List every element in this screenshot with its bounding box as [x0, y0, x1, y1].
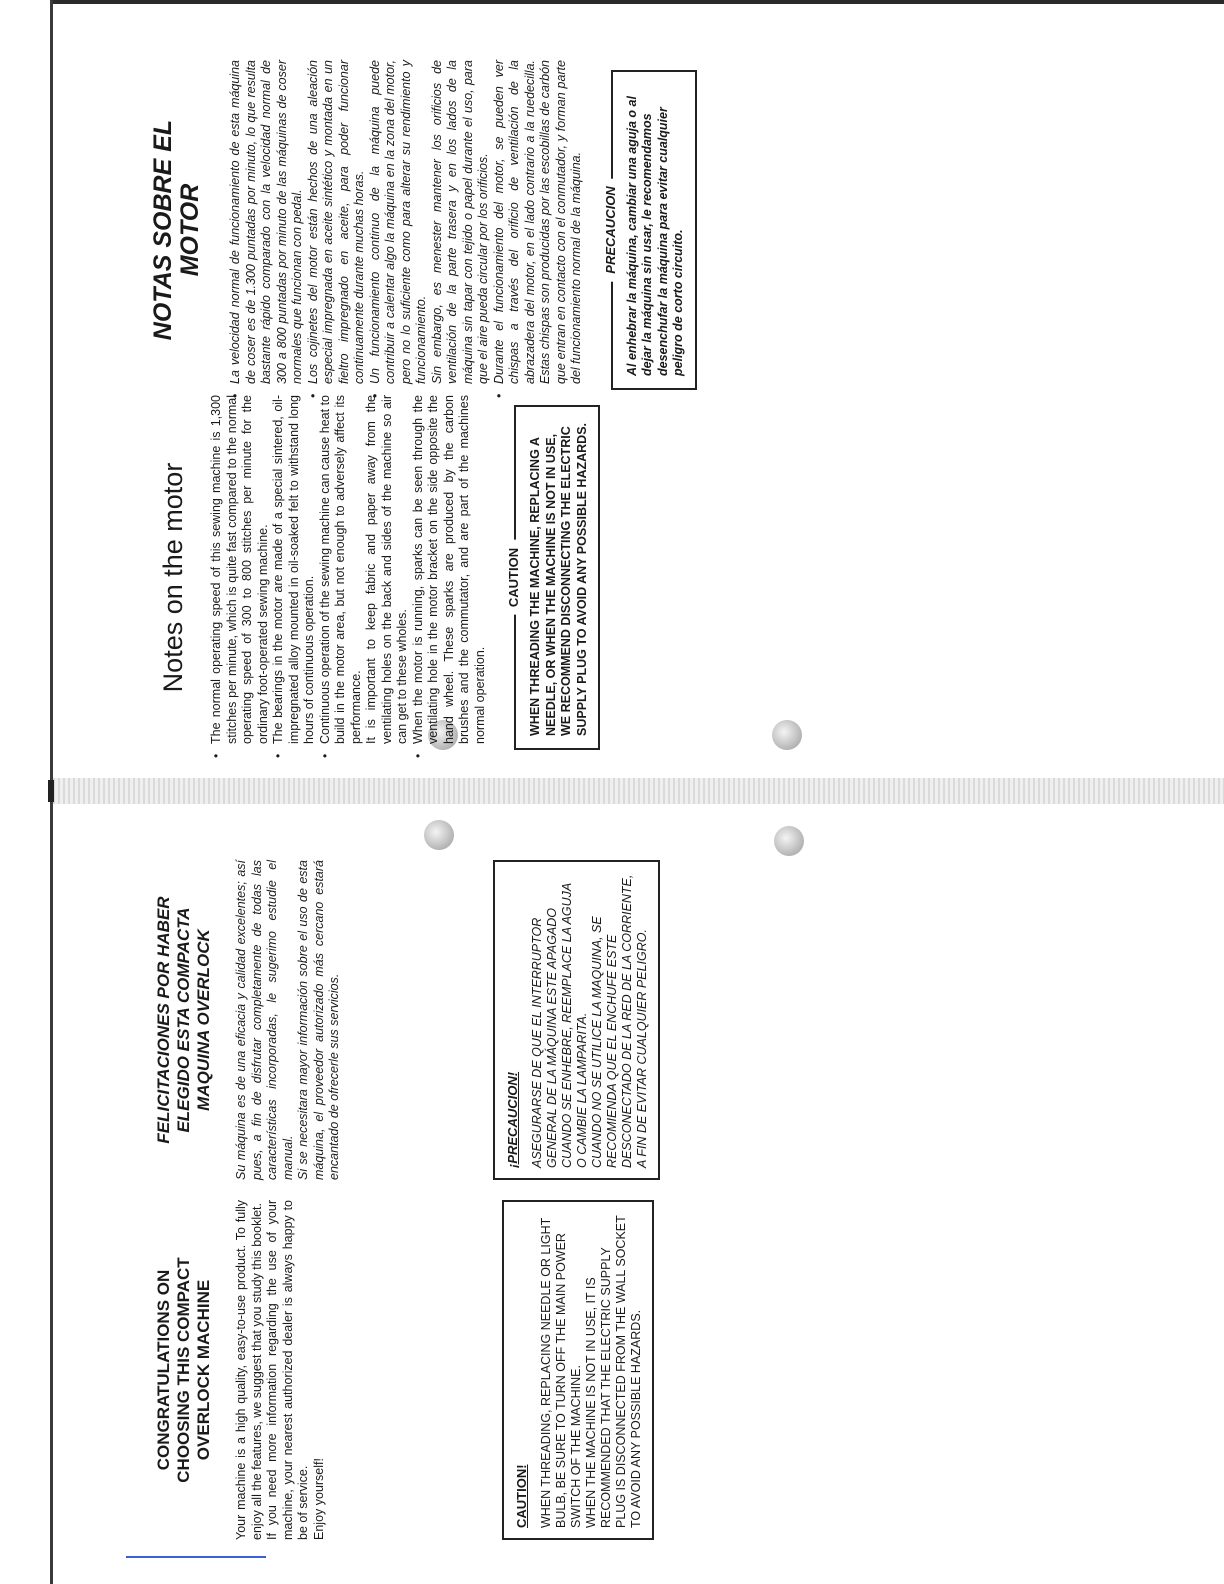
page-top-border — [50, 0, 1224, 4]
motor-caution-box-es — [602, 70, 697, 390]
congratulations-title-es — [154, 860, 214, 1180]
list-item: • The normal operating speed of this sewing machine is 1,300 stitches per minute, which is quite fast compared to the normal operating speed of 300 to 800 stitches per minute for the ordinary foot-operated sewing machine. — [209, 395, 271, 760]
congratulations-caution-text-1-es: ASEGURARSE DE QUE EL INTERRUPTOR GENERAL DE LA MÁQUINA ESTE APAGADO CUANDO SE ENHEBRE, REEMPLACE LA AGUJA O CAMBIE LA LAMPARITA. — [529, 883, 589, 1168]
congratulations-title-es-line1: FELICITACIONES POR HABER — [154, 896, 173, 1144]
congratulations-panel — [150, 840, 810, 1540]
motor-caution-title: CAUTION — [506, 540, 522, 615]
congratulations-title-es-line3: MAQUINA OVERLOCK — [194, 929, 213, 1111]
congratulations-caution-box — [502, 1200, 654, 1540]
congratulations-para-1: Your machine is a high quality, easy-to-use product. To fully enjoy all the features, we suggest that you study this booklet. — [234, 1200, 264, 1540]
list-item: • Durante el funcionamiento del motor, se pueden ver chispas a través del orificio de ventilación de la abrazadera del motor, en el lado contrario a la ruedecilla. Estas chispas son producidas por las escobillas de carbón que entran en contacto con el conmutador, y forman parte del funcionamiento normal de la máquina. — [492, 60, 585, 400]
motor-caution-box — [506, 405, 600, 750]
motor-caution-title-es: PRECAUCION — [603, 178, 619, 281]
motor-notes-spanish — [150, 60, 697, 400]
congratulations-title-line1: CONGRATULATIONS ON — [154, 1269, 173, 1471]
motor-notes-continuation: It is important to keep fabric and paper away from the ventilating holes on the back and sides of the machine so air can get to these wholes. — [364, 395, 409, 744]
congratulations-para-1-es: Su máquina es de una eficacia y calidad excelentes; así pues, a fin de disfrutar completamente de todas las características incorporadas, le sugerimo estudie el manual. — [234, 860, 295, 1180]
motor-notes-list-es — [228, 60, 430, 400]
motor-caution-text: WHEN THREADING THE MACHINE, REPLACING A NEEDLE, OR WHEN THE MACHINE IS NOT IN USE, WE RECOMMEND DISCONNECTING THE ELECTRIC SUPPLY PLUG TO AVOID ANY POSSIBLE HAZARDS. — [528, 422, 589, 736]
list-item: • Continuous operation of the sewing machine can cause heat to build in the motor area, but not enough to adversely affect its performance. — [318, 395, 365, 760]
list-item: • When the motor is running, sparks can be seen through the ventilating hole in the motor bracket on the side opposite the hand wheel. These sparks are produced by the carbon brushes and the commutator, and are part of the machines normal operation. — [411, 395, 489, 760]
motor-notes-list-2 — [411, 395, 489, 760]
blue-underline-mark — [126, 1556, 266, 1558]
motor-notes-title: Notes on the motor — [158, 462, 188, 693]
congratulations-caution-text-2: WHEN THE MACHINE IS NOT IN USE, IT IS RECOMMENDED THAT THE ELECTRIC SUPPLY PLUG IS DISCONNECTED FROM THE WALL SOCKET TO AVOID ANY POSSIBLE HAZARDS. — [584, 1215, 643, 1528]
list-item: • La velocidad normal de funcionamiento de esta máquina de coser es de 1.300 puntadas por minuto, lo que resulta bastante rápido comparado con la velocidad normal de 300 a 800 puntadas por minuto de las máquinas de coser normales que funcionan con pedal. — [228, 60, 306, 400]
motor-notes-title-es-line1: NOTAS SOBRE EL — [149, 119, 177, 341]
page-fold-divider — [53, 778, 1224, 804]
congratulations-title-es-line2: ELEGIDO ESTA COMPACTA — [174, 907, 193, 1133]
motor-notes-list — [209, 395, 364, 760]
congratulations-para-2: If you need more information regarding the use of your machine, your nearest authorized dealer is always happy to be of service. — [265, 1200, 310, 1540]
list-item: • The bearings in the motor are made of a special sintered, oil-impregnated alloy mounted in oil-soaked felt to withstand long hours of continuous operation. — [271, 395, 318, 760]
congratulations-title-line2: CHOOSING THIS COMPACT — [174, 1257, 193, 1483]
congratulations-caution-title-es: ¡PRECAUCION! — [504, 1071, 520, 1168]
congratulations-caution-text-2-es: CUANDO NO SE UTILICE LA MAQUINA, SE RECOMIENDA QUE EL ENCHUFE ESTE DESCONECTADO DE LA RED DE LA CORRIENTE, A FIN DE EVITAR CUALQUIER PELIGRO. — [589, 874, 649, 1168]
motor-notes-list-es-2 — [492, 60, 585, 400]
congratulations-english — [150, 1200, 654, 1540]
motor-notes-title-es — [150, 60, 204, 400]
motor-caution-text-es: Al enhebrar la máquina, cambiar una aguja o al dejar la máquina sin usar, le recomendamos desenchufar la máquina para evitar cualquier peligro de corto circuito. — [624, 96, 685, 376]
congratulations-caution-box-es — [493, 860, 660, 1180]
congratulations-title — [154, 1200, 214, 1540]
congratulations-caution-text-1: WHEN THREADING, REPLACING NEEDLE OR LIGHT BULB, BE SURE TO TURN OFF THE MAIN POWER SWITCH OF THE MACHINE. — [539, 1217, 583, 1528]
motor-notes-english — [150, 395, 600, 760]
motor-notes-title-es-line2: MOTOR — [176, 183, 204, 277]
motor-notes-continuation-es: Sin embargo, es menester mantener los orificios de ventilación de la parte trasera y en los lados de la máquina sin tapar con tejido o papel durante el uso, para que el aire pueda circular por los orificios. — [429, 60, 490, 384]
congratulations-title-line3: OVERLOCK MACHINE — [194, 1279, 213, 1461]
motor-notes-panel — [150, 60, 810, 760]
list-item: • Los cojinetes del motor están hechos de una aleación especial impregnada en aceite sintético y montada en un fieltro impregnado en aceite, para poder funcionar continuamente durante muchas horas. — [306, 60, 368, 400]
congratulations-para-3: Enjoy yourself! — [311, 1458, 326, 1540]
list-item: • Un funcionamiento continuo de la máquina puede contribuir a calentar algo la máquina en la zona del motor, pero no lo suficiente como para alterar su rendimiento y funcionamiento. — [368, 60, 430, 400]
congratulations-spanish — [150, 860, 660, 1180]
congratulations-caution-title: CAUTION! — [514, 1464, 529, 1528]
congratulations-para-2-es: Si se necesitara mayor información sobre el uso de esta máquina, el proveedor autorizado más cercano estará encantado de ofrecerle sus servicios. — [296, 860, 341, 1180]
fold-mark — [48, 780, 54, 802]
